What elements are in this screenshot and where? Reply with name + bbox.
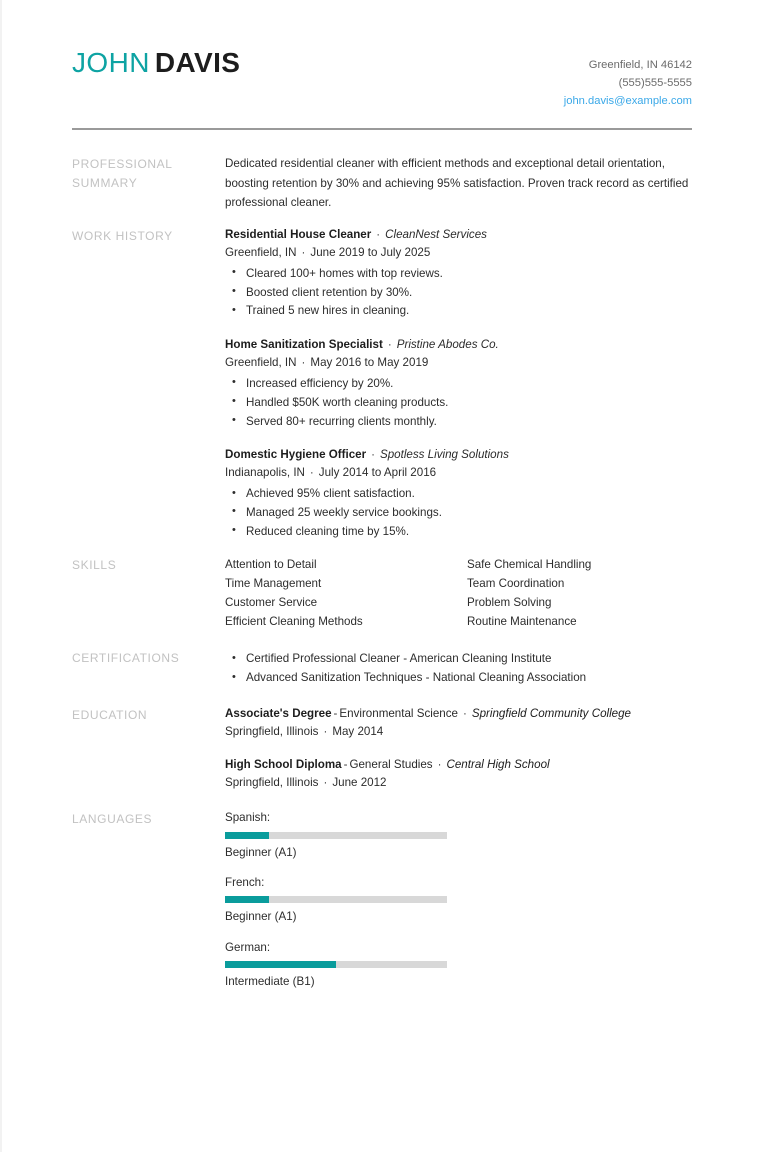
skills-column-right: [467, 555, 709, 631]
resume-header: [0, 0, 768, 110]
summary-content: [225, 154, 692, 212]
job-bullets: [225, 375, 692, 431]
section-work-history: [72, 226, 692, 541]
job-bullet: • Boosted client retention by 30%.: [225, 284, 692, 303]
language-proficiency-fill: [225, 961, 336, 968]
education-entry: [225, 756, 692, 793]
language-level: Intermediate (B1): [225, 975, 315, 989]
job-bullets: [225, 485, 692, 541]
languages-grid: [225, 809, 692, 1003]
language-proficiency-bar: [225, 896, 447, 903]
page-title: [72, 48, 240, 77]
job-title-line: [225, 226, 692, 244]
education-school: Springfield Community College: [471, 706, 632, 720]
contact-info: [564, 48, 692, 110]
job-entry: [225, 226, 692, 321]
language-level: Beginner (A1): [225, 910, 297, 924]
section-languages: [72, 809, 692, 1003]
education-meta: [225, 723, 692, 742]
resume-body: [0, 130, 768, 1003]
job-meta: [225, 354, 692, 373]
summary-text: Dedicated residential cleaner with efficient methods and exceptional detail orientation, boosting retention by 30% and achieving 95% satisfaction. Proven track record as certified professional cleaner.: [225, 157, 689, 209]
education-title-line: [225, 705, 692, 723]
education-separator: ·: [437, 758, 442, 772]
education-entry: [225, 705, 692, 742]
job-location: Greenfield, IN: [225, 356, 297, 370]
skill-item: Customer Service: [225, 596, 318, 610]
job-company: Pristine Abodes Co.: [396, 338, 499, 352]
job-company: CleanNest Services: [385, 228, 487, 242]
job-title-line: [225, 336, 692, 354]
last-name: DAVIS: [154, 47, 241, 78]
first-name: JOHN: [72, 47, 150, 78]
language-entry: [225, 939, 467, 991]
language-name: German:: [225, 940, 271, 954]
job-dates: July 2014 to April 2016: [318, 466, 437, 480]
skill-item: Attention to Detail: [225, 558, 317, 572]
skill-item: Safe Chemical Handling: [467, 558, 592, 572]
skill-item: Routine Maintenance: [467, 615, 577, 629]
education-major: General Studies: [349, 758, 433, 772]
education-meta: [225, 774, 692, 793]
section-label-education: EDUCATION: [72, 707, 148, 722]
certification-item: • Advanced Sanitization Techniques - National Cleaning Association: [225, 669, 692, 688]
education-dash: -: [343, 758, 348, 772]
education-degree: High School Diploma: [225, 758, 342, 772]
education-dash: -: [333, 706, 338, 720]
language-proficiency-bar: [225, 832, 447, 839]
skill-item: Time Management: [225, 577, 322, 591]
section-skills: [72, 555, 692, 631]
job-meta: [225, 244, 692, 263]
job-bullet: • Served 80+ recurring clients monthly.: [225, 413, 692, 432]
section-label-work-history: WORK HISTORY: [72, 229, 173, 244]
job-meta-separator: ·: [301, 356, 306, 370]
section-label-summary: PROFESSIONAL SUMMARY: [72, 157, 173, 190]
job-title: Home Sanitization Specialist: [225, 338, 383, 352]
job-meta-separator: ·: [301, 246, 306, 260]
contact-location: Greenfield, IN 46142: [588, 59, 692, 71]
education-location: Springfield, Illinois: [225, 776, 319, 790]
job-dates: May 2016 to May 2019: [310, 356, 429, 370]
language-entry: [225, 809, 467, 861]
language-entry: [225, 874, 467, 926]
language-proficiency-fill: [225, 896, 269, 903]
education-content: [225, 705, 692, 793]
education-school: Central High School: [446, 758, 550, 772]
job-entry: [225, 446, 692, 541]
language-level: Beginner (A1): [225, 845, 297, 859]
certifications-content: [225, 648, 692, 688]
section-label-skills: SKILLS: [72, 558, 117, 573]
language-proficiency-bar: [225, 961, 447, 968]
job-separator: ·: [371, 448, 375, 462]
education-location: Springfield, Illinois: [225, 725, 319, 739]
job-bullet: • Reduced cleaning time by 15%.: [225, 523, 692, 542]
section-education: [72, 705, 692, 793]
job-location: Indianapolis, IN: [225, 466, 305, 480]
job-dates: June 2019 to July 2025: [310, 246, 431, 260]
certification-item: • Certified Professional Cleaner - American Cleaning Institute: [225, 650, 692, 669]
education-date: June 2012: [332, 776, 387, 790]
skill-item: Team Coordination: [467, 577, 565, 591]
job-bullet: • Cleared 100+ homes with top reviews.: [225, 265, 692, 284]
work-history-content: [225, 226, 692, 541]
skills-column-left: [225, 555, 467, 631]
job-bullet: • Increased efficiency by 20%.: [225, 375, 692, 394]
job-entry: [225, 336, 692, 431]
skill-item: Problem Solving: [467, 596, 552, 610]
contact-email-link[interactable]: john.davis@example.com: [563, 95, 692, 108]
education-degree: Associate's Degree: [225, 706, 332, 720]
languages-content: [225, 809, 692, 1003]
section-certifications: [72, 648, 692, 688]
language-proficiency-fill: [225, 832, 269, 839]
job-bullet: • Achieved 95% client satisfaction.: [225, 485, 692, 504]
job-bullets: [225, 265, 692, 321]
contact-phone: (555)555-5555: [618, 77, 692, 90]
job-bullet: • Handled $50K worth cleaning products.: [225, 394, 692, 413]
skills-content: [225, 555, 692, 631]
skills-grid: [225, 555, 692, 631]
job-title-line: [225, 446, 692, 464]
skill-item: Efficient Cleaning Methods: [225, 615, 363, 629]
education-title-line: [225, 756, 692, 774]
job-separator: ·: [376, 228, 381, 242]
job-meta-separator: ·: [309, 466, 314, 480]
job-meta: [225, 464, 692, 483]
language-name: French:: [225, 875, 265, 889]
job-bullet: • Managed 25 weekly service bookings.: [225, 504, 692, 523]
job-separator: ·: [387, 338, 392, 352]
education-meta-separator: ·: [323, 776, 328, 790]
education-major: Environmental Science: [339, 706, 458, 720]
education-meta-separator: ·: [323, 725, 328, 739]
education-separator: ·: [462, 706, 467, 720]
certifications-list: [225, 650, 692, 688]
job-title: Domestic Hygiene Officer: [225, 448, 367, 462]
job-title: Residential House Cleaner: [225, 228, 372, 242]
section-professional-summary: [72, 154, 692, 212]
education-date: May 2014: [332, 725, 384, 739]
job-bullet: • Trained 5 new hires in cleaning.: [225, 302, 692, 321]
job-location: Greenfield, IN: [225, 246, 297, 260]
language-name: Spanish:: [225, 811, 271, 825]
section-label-languages: LANGUAGES: [72, 812, 153, 827]
job-company: Spotless Living Solutions: [379, 448, 509, 462]
section-label-certifications: CERTIFICATIONS: [72, 651, 180, 666]
